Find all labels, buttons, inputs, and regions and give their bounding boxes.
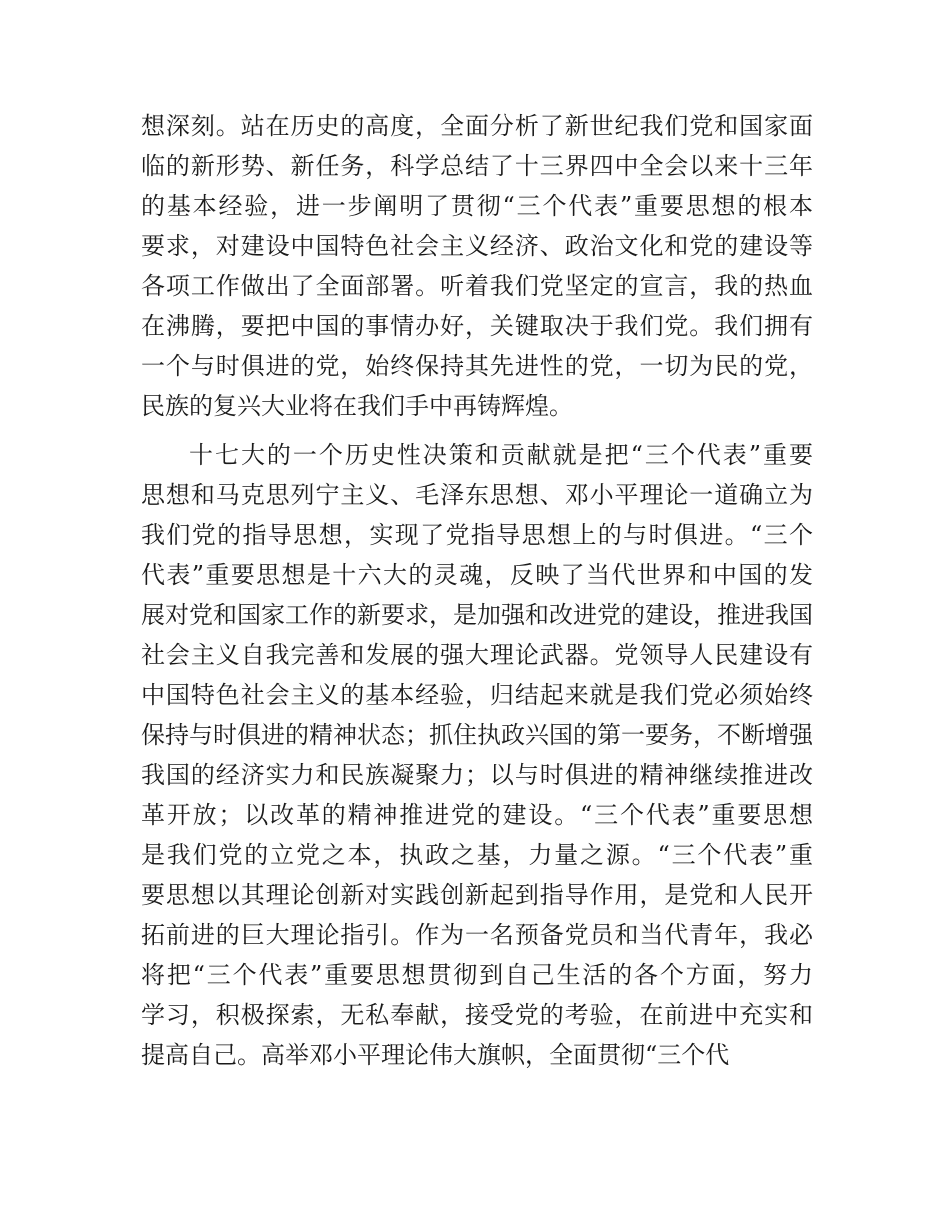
text-line: 要思想以其理论创新对实践创新起到指导作用，是党和人民开 [141,881,813,909]
text-line: 我国的经济实力和民族凝聚力；以与时俱进的精神继续推进改 [141,761,813,789]
text-line: 民族的复兴大业将在我们手中再铸辉煌。 [141,392,573,420]
text-line: 思想和马克思列宁主义、毛泽东思想、邓小平理论一道确立为 [141,481,813,509]
text-line: 的基本经验，进一步阐明了贯彻“三个代表”重要思想的根本 [141,192,813,220]
text-line: 革开放；以改革的精神推进党的建设。“三个代表”重要思想 [141,801,813,829]
text-line: 一个与时俱进的党，始终保持其先进性的党，一切为民的党， [141,352,813,380]
text-line: 社会主义自我完善和发展的强大理论武器。党领导人民建设有 [141,641,813,669]
text-line: 将把“三个代表”重要思想贯彻到自己生活的各个方面，努力 [141,961,813,989]
paragraph-1 [141,106,813,426]
text-line: 提高自己。高举邓小平理论伟大旗帜，全面贯彻“三个代 [141,1041,730,1069]
text-line: 各项工作做出了全面部署。听着我们党坚定的宣言，我的热血 [141,272,813,300]
text-line: 在沸腾，要把中国的事情办好，关键取决于我们党。我们拥有 [141,312,813,340]
text-line: 拓前进的巨大理论指引。作为一名预备党员和当代青年，我必 [141,921,813,949]
text-line: 要求，对建设中国特色社会主义经济、政治文化和党的建设等 [141,232,813,260]
text-line: 十七大的一个历史性决策和贡献就是把“三个代表”重要 [189,441,813,469]
text-line: 保持与时俱进的精神状态；抓住执政兴国的第一要务，不断增强 [141,721,813,749]
text-line: 想深刻。站在历史的高度，全面分析了新世纪我们党和国家面 [141,112,813,140]
text-line: 我们党的指导思想，实现了党指导思想上的与时俱进。“三个 [141,521,813,549]
text-line: 临的新形势、新任务，科学总结了十三界四中全会以来十三年 [141,152,813,180]
text-line: 中国特色社会主义的基本经验，归结起来就是我们党必须始终 [141,681,813,709]
text-line: 学习，积极探索，无私奉献，接受党的考验，在前进中充实和 [141,1001,813,1029]
body-text [141,106,813,1075]
text-line: 是我们党的立党之本，执政之基，力量之源。“三个代表”重 [141,841,813,869]
text-line: 代表”重要思想是十六大的灵魂，反映了当代世界和中国的发 [141,561,813,589]
paragraph-spacer [141,426,813,435]
paragraph-2 [141,435,813,1075]
text-line: 展对党和国家工作的新要求，是加强和改进党的建设，推进我国 [141,601,813,629]
